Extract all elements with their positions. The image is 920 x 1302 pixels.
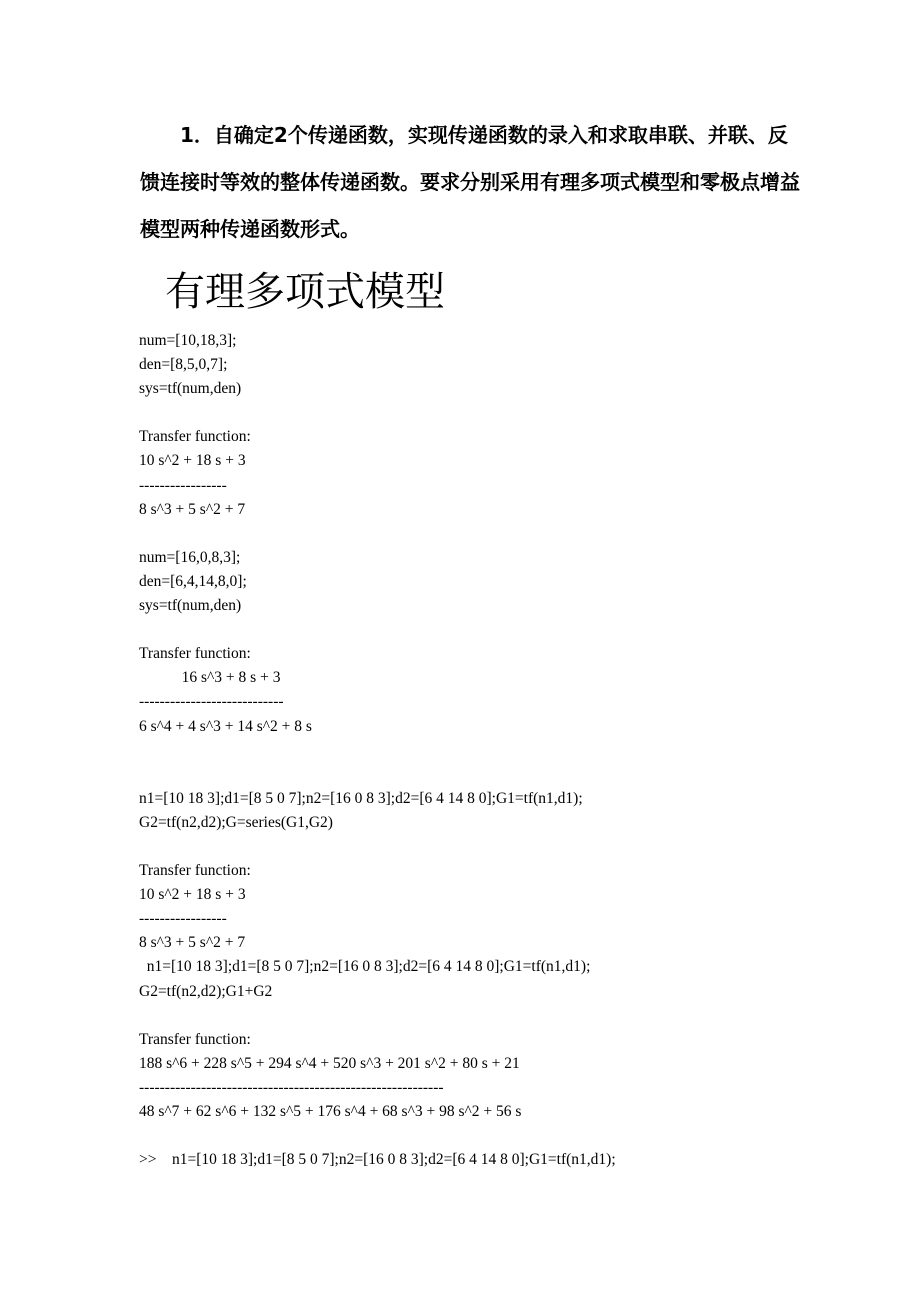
code-line: ----------------------------------------------------------- xyxy=(139,1078,444,1096)
code-line: n1=[10 18 3];d1=[8 5 0 7];n2=[16 0 8 3];d2=[6 4 14 8 0];G1=tf(n1,d1); xyxy=(139,958,591,976)
code-line: 8 s^3 + 5 s^2 + 7 xyxy=(139,934,246,952)
code-line: Transfer function: xyxy=(139,645,251,663)
code-line xyxy=(139,835,859,859)
code-line: G2=tf(n2,d2);G1+G2 xyxy=(139,982,273,1000)
task-number: 1 xyxy=(180,123,194,147)
code-line: sys=tf(num,den) xyxy=(139,597,242,615)
code-line: 48 s^7 + 62 s^6 + 132 s^5 + 176 s^4 + 68 s^3 + 98 s^2 + 56 s xyxy=(139,1103,522,1120)
code-line: ----------------- xyxy=(139,476,227,494)
code-line xyxy=(139,1124,859,1148)
section-title: 有理多项式模型 xyxy=(165,269,445,315)
task-description: 1．自确定2个传递函数，实现传递函数的录入和求取串联、并联、反馈连接时等效的整体传递函数。要求分别采用有理多项式模型和零极点增益模型两种传递函数形式。 xyxy=(140,123,800,241)
code-line: den=[8,5,0,7]; xyxy=(139,356,228,374)
code-line: Transfer function: xyxy=(139,1030,251,1048)
matlab-code-block xyxy=(139,329,859,1172)
code-line xyxy=(139,401,859,425)
code-line: 10 s^2 + 18 s + 3 xyxy=(139,452,246,470)
code-line: n1=[10 18 3];d1=[8 5 0 7];n2=[16 0 8 3];d2=[6 4 14 8 0];G1=tf(n1,d1); xyxy=(139,789,583,807)
code-line: >> n1=[10 18 3];d1=[8 5 0 7];n2=[16 0 8 3];d2=[6 4 14 8 0];G1=tf(n1,d1); xyxy=(139,1151,616,1169)
code-line: 10 s^2 + 18 s + 3 xyxy=(139,886,246,904)
code-line: Transfer function: xyxy=(139,428,251,446)
code-line xyxy=(139,618,859,642)
code-line: num=[16,0,8,3]; xyxy=(139,548,241,566)
code-line: 6 s^4 + 4 s^3 + 14 s^2 + 8 s xyxy=(139,717,312,735)
code-line xyxy=(139,1004,859,1028)
task-text: 自确定2个传递函数，实现传递函数的录入和求取串联、并联、反馈连接时等效的整体传递函数。要求分别采用有理多项式模型和零极点增益模型两种传递函数形式。 xyxy=(140,123,800,241)
code-line: num=[10,18,3]; xyxy=(139,332,237,349)
code-line: ----------------- xyxy=(139,910,227,928)
code-line xyxy=(139,763,859,787)
code-line xyxy=(139,739,859,763)
code-line: 188 s^6 + 228 s^5 + 294 s^4 + 520 s^3 + 201 s^2 + 80 s + 21 xyxy=(139,1054,520,1072)
code-line: ---------------------------- xyxy=(139,693,284,711)
code-line: Transfer function: xyxy=(139,862,251,880)
code-line: den=[6,4,14,8,0]; xyxy=(139,572,247,590)
code-line xyxy=(139,522,859,546)
code-line: 8 s^3 + 5 s^2 + 7 xyxy=(139,500,246,518)
code-line: G2=tf(n2,d2);G=series(G1,G2) xyxy=(139,813,333,831)
code-line: 16 s^3 + 8 s + 3 xyxy=(139,669,281,687)
code-line: sys=tf(num,den) xyxy=(139,380,242,398)
